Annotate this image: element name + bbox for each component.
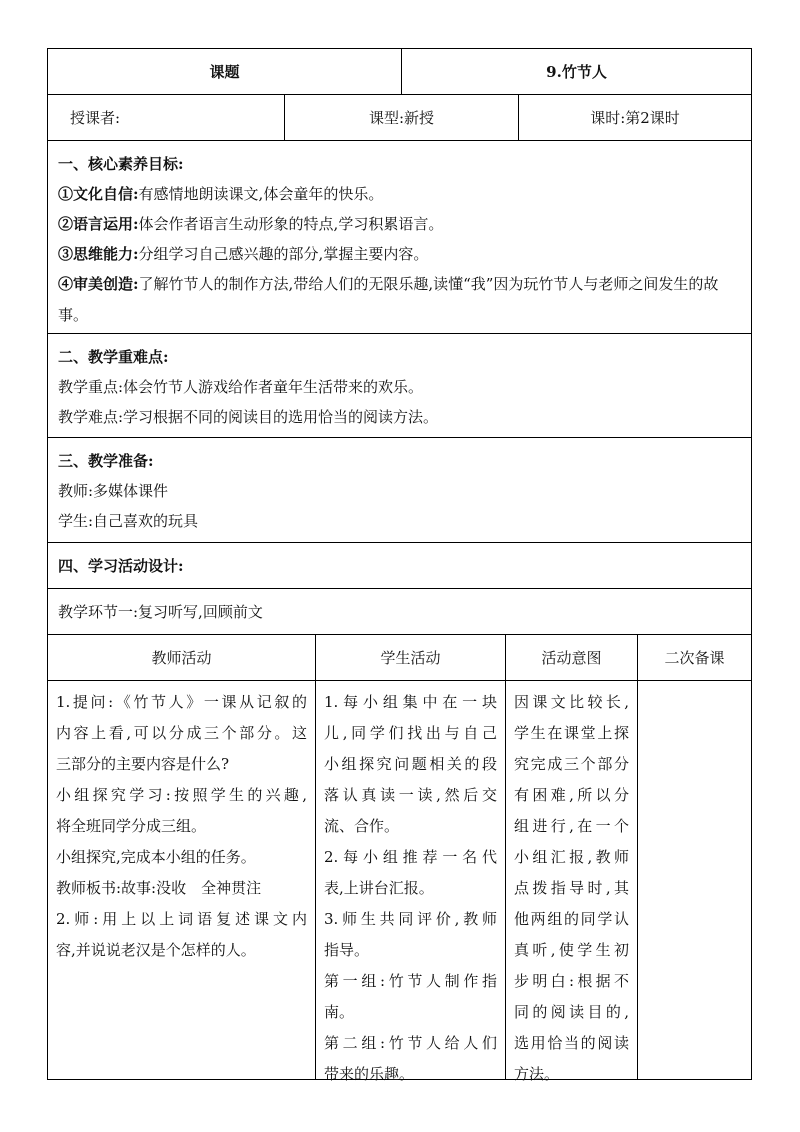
meta-row <box>47 94 752 141</box>
preparation-section <box>47 437 752 543</box>
teacher-prep: 教师:多媒体课件 <box>58 482 169 500</box>
key-point: 教学重点:体会竹节人游戏给作者童年生活带来的欢乐。 <box>58 378 424 396</box>
section-heading: 三、教学准备: <box>58 452 154 470</box>
column-header-student: 学生活动 <box>380 649 441 667</box>
lesson-type: 课型:新授 <box>368 109 435 127</box>
section-heading: 四、学习活动设计: <box>58 557 184 575</box>
teaching-step-row <box>47 588 752 635</box>
title-label: 课题 <box>209 63 240 81</box>
difficult-point: 教学难点:学习根据不同的阅读目的选用恰当的阅读方法。 <box>58 408 439 426</box>
lesson-period: 课时:第2课时 <box>590 109 680 127</box>
student-prep: 学生:自己喜欢的玩具 <box>58 512 199 530</box>
title-row <box>47 48 752 95</box>
goal-item: ②语言运用:体会作者语言生动形象的特点,学习积累语言。 <box>58 215 444 233</box>
goal-item: ①文化自信:有感情地朗读课文,体会童年的快乐。 <box>58 185 384 203</box>
goal-item: ③思维能力:分组学习自己感兴趣的部分,掌握主要内容。 <box>58 245 429 263</box>
column-header-intent: 活动意图 <box>541 649 602 667</box>
section-heading: 二、教学重难点: <box>58 348 169 366</box>
teaching-step: 教学环节一:复习听写,回顾前文 <box>58 603 263 621</box>
teacher-activity-cell: 1.提问:《竹节人》一课从记叙的 内容上看,可以分成三个部分。这 三部分的主要内容是什么? 小组探究学习:按照学生的兴趣, 将全班同学分成三组。 小组探究,完成本小组的任务。 教师板书:故事:没收 全神贯注 2.师:用上以上词语复述课文内 容,并说说老汉是个怎样的人。 <box>56 693 307 959</box>
title-value: 9.竹节人 <box>546 63 607 81</box>
activity-table-body <box>47 680 752 1083</box>
activity-table-header <box>47 634 752 681</box>
second-prep-cell <box>638 681 751 687</box>
column-header-teacher: 教师活动 <box>151 649 212 667</box>
activity-intent-cell: 因课文比较长, 学生在课堂上探 究完成三个部分 有困难,所以分 组进行,在一个 小组汇报,教师 点拨指导时,其 他两组的同学认 真听,使学生初 步明白:根据不 同的阅读目的, 选用恰当的阅读 方法。 <box>514 693 629 1083</box>
key-difficult-section <box>47 333 752 438</box>
activity-design-heading-row <box>47 542 752 589</box>
section-heading: 一、核心素养目标: <box>58 155 184 173</box>
core-goals-section <box>47 140 752 334</box>
column-header-second-prep: 二次备课 <box>664 649 725 667</box>
student-activity-cell: 1.每小组集中在一块 儿,同学们找出与自己 小组探究问题相关的段 落认真读一读,然后交 流、合作。 2.每小组推荐一名代 表,上讲台汇报。 3.师生共同评价,教师 指导。 第一组:竹节人制作指 南。 第二组:竹节人给人们 带来的乐趣。 <box>324 693 497 1083</box>
goal-item: ④审美创造:了解竹节人的制作方法,带给人们的无限乐趣,读懂“我”因为玩竹节人与老师之间发生的故事。 <box>58 275 719 324</box>
teacher-label: 授课者: <box>70 109 121 127</box>
